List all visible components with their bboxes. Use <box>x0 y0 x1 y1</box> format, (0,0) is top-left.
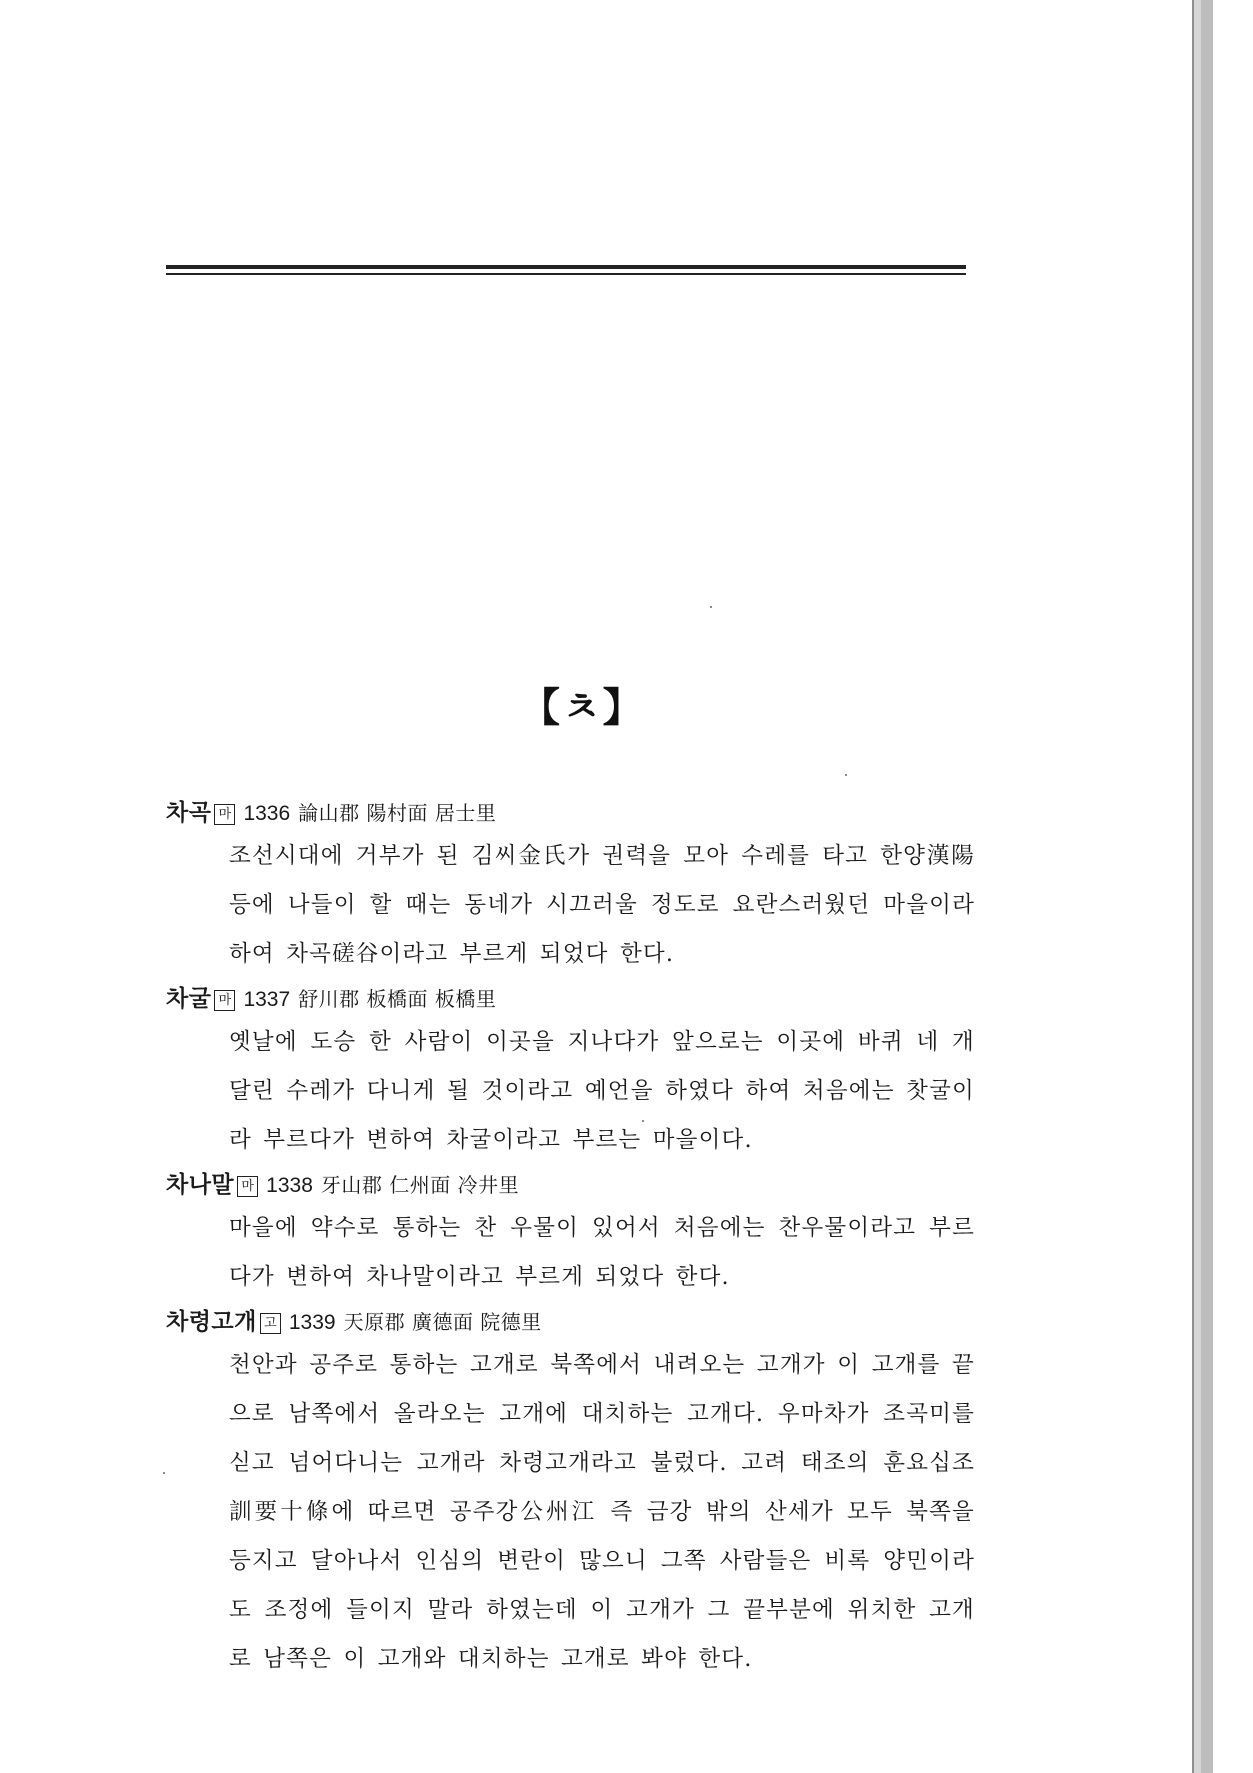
entry-number: 1336 <box>243 802 291 825</box>
entry-list <box>166 795 976 1686</box>
entry-type-badge: 마 <box>214 804 235 825</box>
entry-type-badge: 마 <box>214 990 235 1011</box>
chapter-heading: 【ㅊ】 <box>520 685 645 731</box>
entry-location: 牙山郡 仁州面 冷井里 <box>320 1173 520 1197</box>
entry-description: 천안과 공주로 통하는 고개로 북쪽에서 내려오는 고개가 이 고개를 끝으로 남쪽에서 올라오는 고개에 대치하는 고개다. 우마차가 조곡미를 싣고 넘어다니는 고개라 차령고개라고 불렀다. 고려 태조의 훈요십조訓要十條에 따르면 공주강公州江 즉 금강 밖의 산세가 모두 북쪽을 등지고 달아나서 인심의 변란이 많으니 그쪽 사람들은 비록 양민이라도 조정에 들이지 말라 하였는데 이 고개가 그 끝부분에 위치한 고개로 남쪽은 이 고개와 대치하는 고개로 봐야 한다. <box>229 1352 975 1672</box>
entry-header <box>166 981 976 1018</box>
entry-term: 차곡 <box>166 800 212 826</box>
entry-number: 1337 <box>243 988 291 1011</box>
entry-header <box>166 1304 976 1341</box>
entry-location: 舒川郡 板橋面 板橋里 <box>298 987 497 1011</box>
scan-speck <box>710 606 712 608</box>
header-rule-thick <box>166 265 966 269</box>
scan-speck <box>642 1120 644 1122</box>
entry-description: 옛날에 도승 한 사람이 이곳을 지나다가 앞으로는 이곳에 바퀴 네 개 달린 수레가 다니게 될 것이라고 예언을 하였다 하여 처음에는 찻굴이라 부르다가 변하여 차굴이라고 부르는 마을이다. <box>229 1029 975 1153</box>
entry-number: 1339 <box>288 1311 336 1334</box>
entry-term: 차굴 <box>166 986 212 1012</box>
entry-location: 論山郡 陽村面 居士里 <box>298 801 497 825</box>
entry-term: 차령고개 <box>166 1309 257 1335</box>
entry-item <box>166 981 976 1165</box>
entry-item <box>166 1167 976 1302</box>
entry-header <box>166 1167 976 1204</box>
scan-speck <box>163 1472 165 1474</box>
entry-description: 조선시대에 거부가 된 김씨金氏가 권력을 모아 수레를 타고 한양漢陽 등에 나들이 할 때는 동네가 시끄러울 정도로 요란스러웠던 마을이라 하여 차곡磋谷이라고 부르게 되었다 한다. <box>229 843 975 967</box>
entry-term: 차나말 <box>166 1172 235 1198</box>
entry-type-badge: 마 <box>237 1176 258 1197</box>
entry-item <box>166 795 976 979</box>
entry-location: 天原郡 廣德面 院德里 <box>343 1310 542 1334</box>
scan-speck <box>845 774 847 776</box>
entry-header <box>166 795 976 832</box>
entry-item <box>166 1304 976 1684</box>
entry-type-badge: 고 <box>260 1313 281 1334</box>
entry-number: 1338 <box>266 1174 313 1197</box>
header-rule-thin <box>166 273 966 275</box>
entry-description: 마을에 약수로 통하는 찬 우물이 있어서 처음에는 찬우물이라고 부르다가 변하여 차나말이라고 부르게 되었다 한다. <box>229 1215 975 1290</box>
